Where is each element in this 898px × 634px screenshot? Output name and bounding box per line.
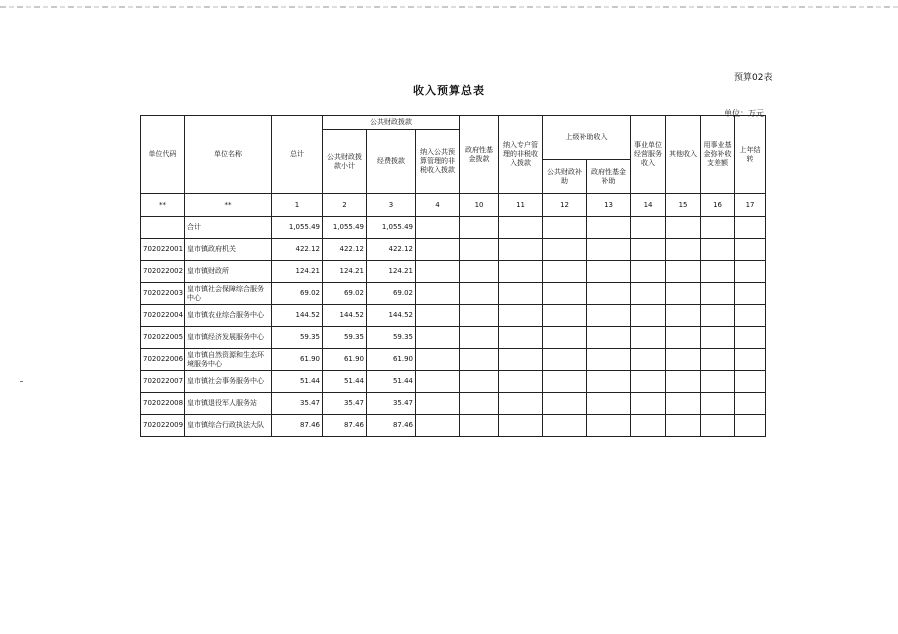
empty-cell bbox=[460, 349, 499, 371]
unit-code-cell: 702022009 bbox=[141, 415, 185, 437]
empty-cell bbox=[735, 327, 766, 349]
table-row bbox=[141, 239, 766, 261]
empty-cell bbox=[666, 371, 701, 393]
empty-cell bbox=[543, 327, 587, 349]
unit-name-cell: 皇市镇社会事务服务中心 bbox=[185, 371, 272, 393]
unit-code-cell bbox=[141, 217, 185, 239]
table-row bbox=[141, 349, 766, 371]
column-number: 4 bbox=[416, 194, 460, 217]
header-gov-fund-subsidy: 政府性基金补助 bbox=[587, 160, 631, 194]
empty-cell bbox=[735, 371, 766, 393]
empty-cell bbox=[666, 327, 701, 349]
empty-cell bbox=[631, 283, 666, 305]
empty-cell bbox=[499, 393, 543, 415]
empty-cell bbox=[587, 415, 631, 437]
empty-cell bbox=[701, 239, 735, 261]
table-row bbox=[141, 261, 766, 283]
empty-cell bbox=[666, 239, 701, 261]
unit-code-cell: 702022007 bbox=[141, 371, 185, 393]
empty-cell bbox=[543, 349, 587, 371]
unit-name-cell: 皇市镇经济发展服务中心 bbox=[185, 327, 272, 349]
total-value: 1,055.49 bbox=[272, 217, 323, 239]
unit-name-cell: 皇市镇农业综合服务中心 bbox=[185, 305, 272, 327]
table-row bbox=[141, 305, 766, 327]
funding-value: 69.02 bbox=[367, 283, 416, 305]
funding-value: 51.44 bbox=[367, 371, 416, 393]
empty-cell bbox=[499, 349, 543, 371]
scan-speck bbox=[20, 381, 23, 382]
empty-cell bbox=[701, 415, 735, 437]
subtotal-value: 51.44 bbox=[323, 371, 367, 393]
unit-name-cell: 皇市镇政府机关 bbox=[185, 239, 272, 261]
empty-cell bbox=[631, 371, 666, 393]
header-upper-subsidy: 上级补助收入 bbox=[543, 116, 631, 160]
subtotal-value: 1,055.49 bbox=[323, 217, 367, 239]
column-number: 10 bbox=[460, 194, 499, 217]
empty-cell bbox=[543, 239, 587, 261]
empty-cell bbox=[587, 239, 631, 261]
empty-cell bbox=[701, 393, 735, 415]
empty-cell bbox=[587, 371, 631, 393]
subtotal-value: 124.21 bbox=[323, 261, 367, 283]
empty-cell bbox=[631, 217, 666, 239]
empty-cell bbox=[701, 283, 735, 305]
empty-cell bbox=[666, 217, 701, 239]
empty-cell bbox=[543, 393, 587, 415]
column-number: 1 bbox=[272, 194, 323, 217]
empty-cell bbox=[499, 217, 543, 239]
total-value: 35.47 bbox=[272, 393, 323, 415]
column-number: 11 bbox=[499, 194, 543, 217]
unit-name-cell: 皇市镇自然资源和生态环境服务中心 bbox=[185, 349, 272, 371]
table-row bbox=[141, 415, 766, 437]
funding-value: 124.21 bbox=[367, 261, 416, 283]
numbering-row bbox=[141, 194, 766, 217]
empty-cell bbox=[499, 283, 543, 305]
empty-cell bbox=[499, 371, 543, 393]
empty-cell bbox=[416, 305, 460, 327]
unit-code-cell: 702022001 bbox=[141, 239, 185, 261]
empty-cell bbox=[460, 371, 499, 393]
unit-name-cell: 皇市镇财政所 bbox=[185, 261, 272, 283]
total-row bbox=[141, 217, 766, 239]
header-total: 总计 bbox=[272, 116, 323, 194]
header-public-fiscal-subtotal: 公共财政拨款小计 bbox=[323, 130, 367, 194]
empty-cell bbox=[666, 305, 701, 327]
empty-cell bbox=[587, 261, 631, 283]
column-number: ** bbox=[185, 194, 272, 217]
empty-cell bbox=[543, 371, 587, 393]
empty-cell bbox=[460, 393, 499, 415]
column-number: 3 bbox=[367, 194, 416, 217]
column-number: 16 bbox=[701, 194, 735, 217]
empty-cell bbox=[416, 261, 460, 283]
header-public-fiscal-subsidy: 公共财政补助 bbox=[543, 160, 587, 194]
empty-cell bbox=[631, 239, 666, 261]
empty-cell bbox=[735, 217, 766, 239]
column-number: 13 bbox=[587, 194, 631, 217]
subtotal-value: 69.02 bbox=[323, 283, 367, 305]
subtotal-value: 144.52 bbox=[323, 305, 367, 327]
empty-cell bbox=[666, 349, 701, 371]
header-fund-supplement: 用事业基金弥补收支差额 bbox=[701, 116, 735, 194]
empty-cell bbox=[416, 239, 460, 261]
empty-cell bbox=[631, 349, 666, 371]
header-unit-name: 单位名称 bbox=[185, 116, 272, 194]
table-row bbox=[141, 283, 766, 305]
empty-cell bbox=[416, 371, 460, 393]
empty-cell bbox=[735, 305, 766, 327]
empty-cell bbox=[631, 393, 666, 415]
unit-label: 单位：万元 bbox=[724, 109, 764, 118]
empty-cell bbox=[499, 261, 543, 283]
empty-cell bbox=[587, 217, 631, 239]
total-value: 51.44 bbox=[272, 371, 323, 393]
empty-cell bbox=[735, 283, 766, 305]
form-code: 预算02表 bbox=[734, 73, 773, 83]
empty-cell bbox=[499, 327, 543, 349]
funding-value: 144.52 bbox=[367, 305, 416, 327]
empty-cell bbox=[631, 261, 666, 283]
subtotal-value: 422.12 bbox=[323, 239, 367, 261]
funding-value: 35.47 bbox=[367, 393, 416, 415]
unit-code-cell: 702022002 bbox=[141, 261, 185, 283]
funding-value: 1,055.49 bbox=[367, 217, 416, 239]
total-value: 144.52 bbox=[272, 305, 323, 327]
empty-cell bbox=[735, 415, 766, 437]
empty-cell bbox=[701, 217, 735, 239]
empty-cell bbox=[499, 415, 543, 437]
column-number: 15 bbox=[666, 194, 701, 217]
empty-cell bbox=[666, 393, 701, 415]
empty-cell bbox=[735, 239, 766, 261]
empty-cell bbox=[460, 327, 499, 349]
empty-cell bbox=[499, 305, 543, 327]
header-unit-code: 单位代码 bbox=[141, 116, 185, 194]
empty-cell bbox=[735, 349, 766, 371]
header-public-fiscal: 公共财政拨款 bbox=[323, 116, 460, 130]
funding-value: 59.35 bbox=[367, 327, 416, 349]
unit-code-cell: 702022006 bbox=[141, 349, 185, 371]
empty-cell bbox=[416, 327, 460, 349]
empty-cell bbox=[735, 261, 766, 283]
empty-cell bbox=[460, 305, 499, 327]
empty-cell bbox=[701, 261, 735, 283]
empty-cell bbox=[587, 349, 631, 371]
empty-cell bbox=[587, 393, 631, 415]
income-budget-table bbox=[140, 115, 766, 437]
empty-cell bbox=[666, 261, 701, 283]
empty-cell bbox=[543, 415, 587, 437]
table-row bbox=[141, 393, 766, 415]
empty-cell bbox=[587, 305, 631, 327]
empty-cell bbox=[543, 261, 587, 283]
header-last-year-balance: 上年结转 bbox=[735, 116, 766, 194]
empty-cell bbox=[701, 349, 735, 371]
total-value: 59.35 bbox=[272, 327, 323, 349]
empty-cell bbox=[499, 239, 543, 261]
unit-code-cell: 702022005 bbox=[141, 327, 185, 349]
subtotal-value: 87.46 bbox=[323, 415, 367, 437]
subtotal-value: 35.47 bbox=[323, 393, 367, 415]
column-number: 17 bbox=[735, 194, 766, 217]
column-number: ** bbox=[141, 194, 185, 217]
unit-name-cell: 皇市镇社会保障综合服务中心 bbox=[185, 283, 272, 305]
header-budget-nontax: 纳入公共预算管理的非税收入拨款 bbox=[416, 130, 460, 194]
header-operating-income: 事业单位经营服务收入 bbox=[631, 116, 666, 194]
unit-name-cell: 皇市镇综合行政执法大队 bbox=[185, 415, 272, 437]
header-gov-fund: 政府性基金拨款 bbox=[460, 116, 499, 194]
page-title: 收入预算总表 bbox=[413, 84, 485, 97]
empty-cell bbox=[735, 393, 766, 415]
total-value: 422.12 bbox=[272, 239, 323, 261]
column-number: 14 bbox=[631, 194, 666, 217]
empty-cell bbox=[631, 327, 666, 349]
total-label: 合计 bbox=[185, 217, 272, 239]
table-row bbox=[141, 371, 766, 393]
empty-cell bbox=[587, 283, 631, 305]
empty-cell bbox=[460, 415, 499, 437]
empty-cell bbox=[631, 415, 666, 437]
header-special-nontax: 纳入专户管理的非税收入拨款 bbox=[499, 116, 543, 194]
empty-cell bbox=[701, 327, 735, 349]
empty-cell bbox=[460, 239, 499, 261]
table-row bbox=[141, 327, 766, 349]
empty-cell bbox=[416, 283, 460, 305]
empty-cell bbox=[543, 305, 587, 327]
subtotal-value: 59.35 bbox=[323, 327, 367, 349]
empty-cell bbox=[460, 261, 499, 283]
empty-cell bbox=[631, 305, 666, 327]
empty-cell bbox=[666, 415, 701, 437]
subtotal-value: 61.90 bbox=[323, 349, 367, 371]
funding-value: 61.90 bbox=[367, 349, 416, 371]
unit-name-cell: 皇市镇退役军人服务站 bbox=[185, 393, 272, 415]
total-value: 124.21 bbox=[272, 261, 323, 283]
empty-cell bbox=[416, 393, 460, 415]
empty-cell bbox=[543, 217, 587, 239]
empty-cell bbox=[460, 217, 499, 239]
empty-cell bbox=[460, 283, 499, 305]
total-value: 87.46 bbox=[272, 415, 323, 437]
empty-cell bbox=[587, 327, 631, 349]
unit-code-cell: 702022004 bbox=[141, 305, 185, 327]
empty-cell bbox=[543, 283, 587, 305]
funding-value: 87.46 bbox=[367, 415, 416, 437]
empty-cell bbox=[701, 371, 735, 393]
scan-edge-line bbox=[0, 6, 898, 8]
header-funding-allocation: 经费拨款 bbox=[367, 130, 416, 194]
empty-cell bbox=[416, 415, 460, 437]
unit-code-cell: 702022008 bbox=[141, 393, 185, 415]
header-other-income: 其他收入 bbox=[666, 116, 701, 194]
total-value: 69.02 bbox=[272, 283, 323, 305]
empty-cell bbox=[666, 283, 701, 305]
empty-cell bbox=[416, 217, 460, 239]
funding-value: 422.12 bbox=[367, 239, 416, 261]
column-number: 2 bbox=[323, 194, 367, 217]
unit-code-cell: 702022003 bbox=[141, 283, 185, 305]
empty-cell bbox=[416, 349, 460, 371]
empty-cell bbox=[701, 305, 735, 327]
column-number: 12 bbox=[543, 194, 587, 217]
total-value: 61.90 bbox=[272, 349, 323, 371]
